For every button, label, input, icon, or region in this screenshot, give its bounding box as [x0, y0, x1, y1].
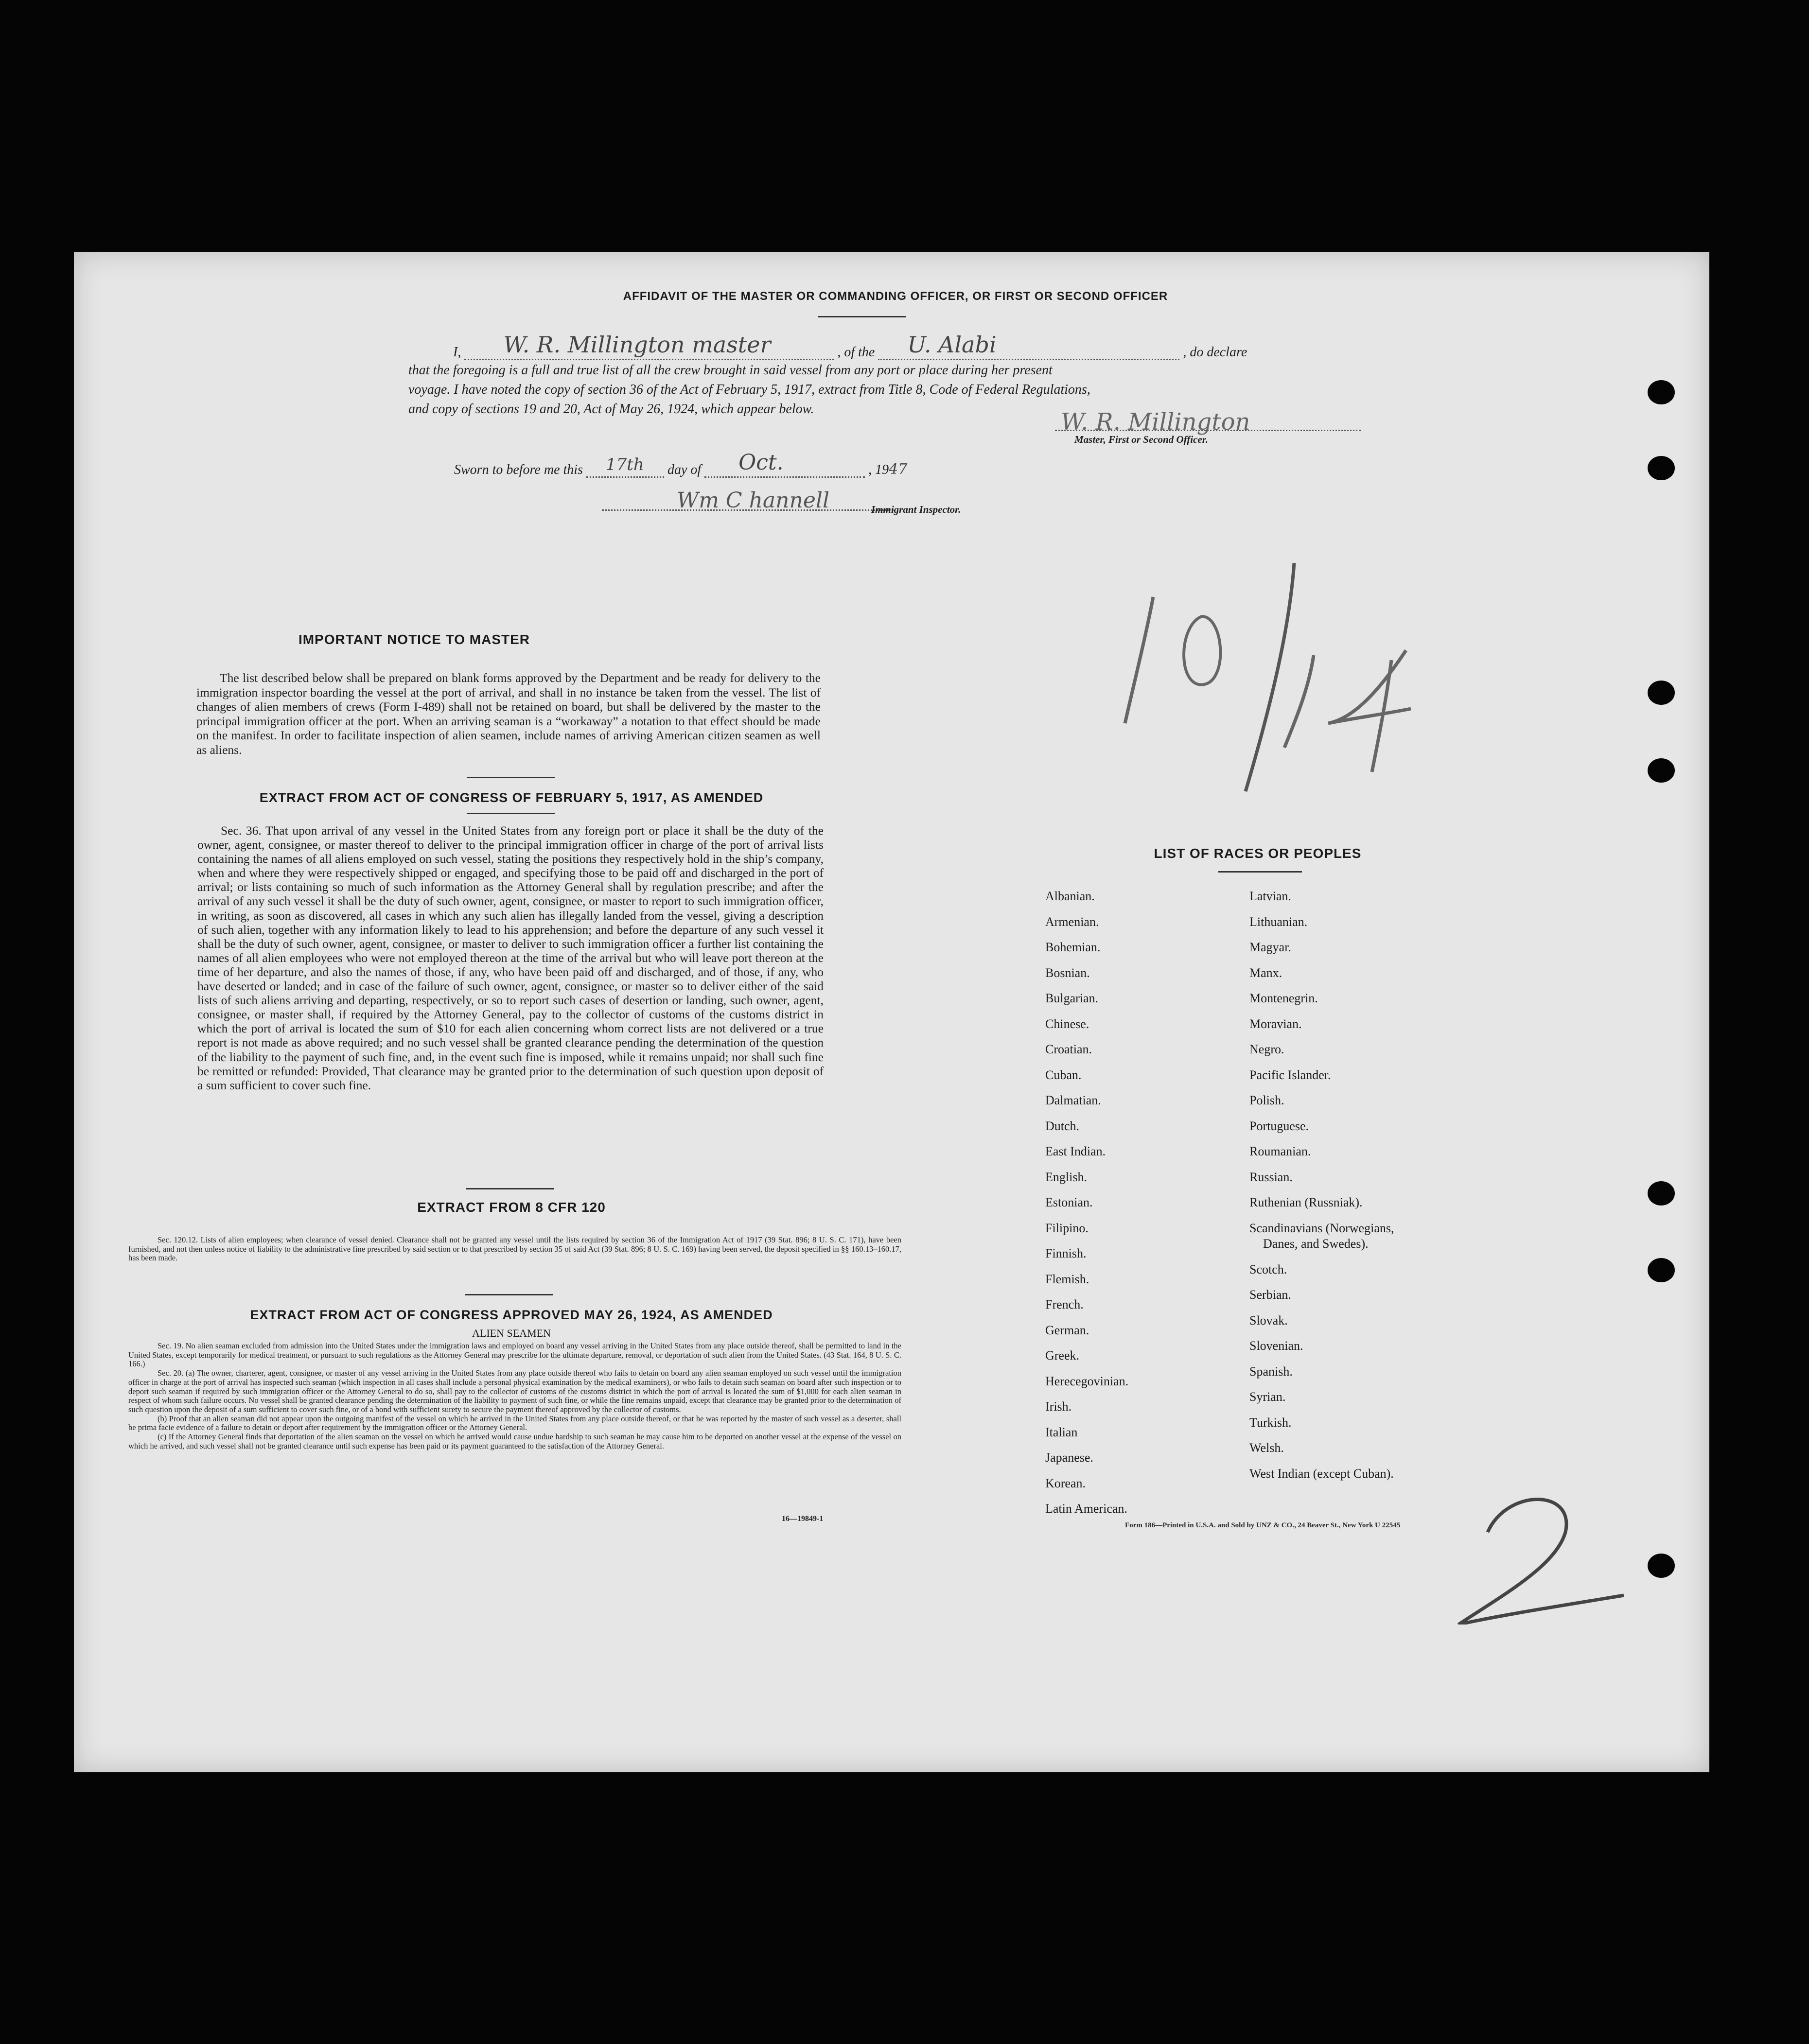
- race-item: Slovak.: [1249, 1313, 1288, 1328]
- race-item: Bohemian.: [1045, 940, 1101, 954]
- sworn-day-field: [586, 455, 664, 478]
- binder-hole: [1648, 681, 1675, 705]
- race-item: Filipino.: [1045, 1221, 1089, 1235]
- race-item: Roumanian.: [1249, 1144, 1311, 1158]
- page-number-strokes: [1444, 1469, 1629, 1625]
- master-name-field: [464, 332, 834, 360]
- sworn-month-field: [704, 450, 865, 478]
- day-of-label: day of: [667, 462, 702, 477]
- binder-hole: [1648, 1258, 1675, 1282]
- extract-1924-title: EXTRACT FROM ACT OF CONGRESS APPROVED MAY 26, 1924, AS AMENDED: [250, 1308, 773, 1322]
- race-item: Serbian.: [1249, 1288, 1291, 1302]
- races-title: LIST OF RACES OR PEOPLES: [1154, 846, 1362, 861]
- extract-cfr-divider: [465, 1294, 553, 1295]
- handwritten-date-mark: [1100, 563, 1440, 806]
- extract-1917-title: EXTRACT FROM ACT OF CONGRESS OF FEBRUARY 5, 1917, AS AMENDED: [259, 790, 764, 805]
- race-item: Slovenian.: [1249, 1339, 1303, 1353]
- notice-divider: [467, 777, 555, 778]
- sec20a-text: Sec. 20. (a) The owner, charterer, agent, consignee, or master of any vessel arriving in the United States from any place outside thereof who fails to detain on board any alien seaman employed on such vessel until the immigration officer in charge at the port of arrival has inspected such seaman (which inspection in all cases shall include a personal physical examination by the medical examiners), or who fails to detain such seaman on board after such inspection or to deport such seaman if required by such immigration officer or the Attorney General to do so, shall pay to the collector of customs of the customs district in which the port of arrival is located the sum of $1,000 for each alien seaman in respect of whom such failure occurs. No vessel shall be granted clearance pending the determination of the liability to payment of such fine, or while the fine remains unpaid, except that clearance may be granted prior to the determination of such question upon the deposit of a sum sufficient to cover such fine, or of a bond with sufficient surety to secure the payment thereof approved by the collector of customs.: [128, 1368, 901, 1414]
- race-item: Estonian.: [1045, 1195, 1093, 1209]
- race-item: Cuban.: [1045, 1067, 1082, 1082]
- race-item: French.: [1045, 1297, 1084, 1311]
- race-item: Chinese.: [1045, 1016, 1089, 1031]
- extract-1917-text: Sec. 36. That upon arrival of any vessel in the United States from any foreign port or place it shall be the duty of the owner, agent, consignee, or master thereof to deliver to the principal immigration officer in charge of the port of arrival lists containing the names of all aliens employed on such vessel, stating the positions they respectively hold in the ship’s company, when and where they were respectively shipped or engaged, and specifying those to be paid off and discharged in the port of arrival; or lists containing so much of such information as the Attorney General shall by regulation prescribe; and after the arrival of any such vessel it shall be the duty of such owner, agent, consignee, or master to report to such immigration officer, in writing, as soon as discovered, all cases in which any such alien has illegally landed from the vessel, giving a description of such alien, together with any information likely to lead to his apprehension; and before the departure of any such vessel it shall be the duty of such owner, agent, consignee, or master to deliver to such immigration officer a further list containing the names of all alien employees who were not employed thereon at the time of the arrival but who will leave port thereon at the time of her departure, and also the names of those, if any, who have been paid off and discharged, and of those, if any, who have deserted or landed; and in case of the failure of such owner, agent, consignee, or master so to deliver either of the said lists of such aliens arriving and departing, respectively, or so to report such cases of desertion or landing, such owner, agent, consignee, or master shall, if required by the Attorney General, pay to the collector of customs of the customs district in which the port of arrival is located the sum of $10 for each alien concerning whom correct lists are not delivered or a true report is not made as above required; and no such vessel shall be granted clearance pending the determination of the question of the liability to the payment of such fine, and, in the event such fine is imposed, while it remains unpaid; nor shall such fine be remitted or refunded: Provided, That clearance may be granted prior to the determination of such question upon deposit of a sum sufficient to cover such fine.: [197, 823, 824, 1092]
- year-prefix: , 19: [868, 462, 889, 477]
- race-item: Pacific Islander.: [1249, 1067, 1331, 1082]
- sec20b-text: (b) Proof that an alien seaman did not appear upon the outgoing manifest of the vessel on which he arrived in the United States from any place outside thereof, or that he was reported by the master of such vessel as a deserter, shall be prima facie evidence of a failure to detain or deport after requirement by the immigration officer or the Attorney General.: [128, 1414, 901, 1433]
- race-item: Moravian.: [1249, 1016, 1302, 1031]
- race-item: Scotch.: [1249, 1262, 1287, 1276]
- i-label: I,: [453, 345, 461, 360]
- affidavit-body-line-3: and copy of sections 19 and 20, Act of May 26, 1924, which appear below.: [408, 402, 814, 417]
- form-code: 16—19849-1: [782, 1515, 824, 1523]
- document-page: [74, 252, 1709, 1772]
- race-item: Flemish.: [1045, 1272, 1089, 1286]
- sworn-prefix: Sworn to before me this: [454, 462, 583, 477]
- extract-1924-subtitle: ALIEN SEAMEN: [472, 1327, 551, 1339]
- race-item: Montenegrin.: [1249, 991, 1318, 1005]
- master-signature-handwritten: W. R. Millington: [1061, 408, 1250, 436]
- extract-1917-divider: [467, 813, 555, 814]
- master-name-handwritten: W. R. Millington master: [503, 332, 771, 358]
- vessel-name-handwritten: U. Alabi: [907, 332, 997, 358]
- race-item: Korean.: [1045, 1476, 1086, 1490]
- race-item: Bosnian.: [1045, 965, 1090, 980]
- race-item: West Indian (except Cuban).: [1249, 1466, 1394, 1481]
- race-item: Herecegovinian.: [1045, 1374, 1129, 1388]
- year-handwritten: 47: [889, 461, 908, 478]
- notice-text: The list described below shall be prepared on blank forms approved by the Department and be ready for delivery to the immigration inspector boarding the vessel at the port of arrival, and shall in no instance be taken from the vessel. The list of changes of alien members of crews (Form I-489) shall not be retained on board, but shall be delivered by the master to the principal immigration officer at the port. When an arriving seaman is a “workaway” a notation to that effect should be made on the manifest. In order to facilitate inspection of alien seamen, include names of arriving American citizen seamen as well as aliens.: [196, 671, 821, 757]
- race-item: Lithuanian.: [1249, 914, 1308, 929]
- race-item: Finnish.: [1045, 1246, 1087, 1260]
- race-item: Magyar.: [1249, 940, 1291, 954]
- race-item: Latvian.: [1249, 889, 1291, 903]
- race-item: Turkish.: [1249, 1415, 1292, 1430]
- race-item: English.: [1045, 1170, 1087, 1184]
- notice-title: IMPORTANT NOTICE TO MASTER: [298, 632, 530, 647]
- race-item: Dalmatian.: [1045, 1093, 1101, 1107]
- race-item: Manx.: [1249, 965, 1282, 980]
- inspector-signature-handwritten: Wm C hannell: [677, 488, 830, 513]
- races-left-column: [1045, 884, 1128, 1522]
- binder-hole: [1648, 1181, 1675, 1205]
- extract-cfr-title: EXTRACT FROM 8 CFR 120: [417, 1200, 606, 1215]
- affidavit-title: AFFIDAVIT OF THE MASTER OR COMMANDING OFFICER, OR FIRST OR SECOND OFFICER: [623, 290, 1168, 303]
- race-item: Ruthenian (Russniak).: [1249, 1195, 1363, 1209]
- race-item: East Indian.: [1045, 1144, 1106, 1158]
- race-item: Greek.: [1045, 1348, 1080, 1363]
- extract-1917-end-divider: [466, 1188, 554, 1189]
- race-item: Scandinavians (Norwegians,: [1249, 1221, 1394, 1235]
- race-item: Latin American.: [1045, 1502, 1127, 1516]
- handwritten-page-number: [1444, 1469, 1629, 1625]
- affidavit-body-line-1: that the foregoing is a full and true list of all the crew brought in said vessel from any port or place during her present: [408, 363, 1053, 378]
- binder-hole: [1648, 456, 1675, 480]
- race-item: Albanian.: [1045, 889, 1095, 903]
- sec20c-text: (c) If the Attorney General finds that deportation of the alien seaman on the vessel on which he arrived would cause undue hardship to such seaman he may cause him to be deported on another vessel at the expense of the vessel on which he arrived, and such vessel shall not be granted clearance until such expense has been paid or its payment guaranteed to the satisfaction of the Attorney General.: [128, 1432, 901, 1450]
- race-item: Irish.: [1045, 1399, 1072, 1414]
- race-item: Spanish.: [1249, 1364, 1293, 1379]
- date-mark-strokes: [1100, 563, 1440, 806]
- affidavit-body-line-2: voyage. I have noted the copy of section 36 of the Act of February 5, 1917, extract from Title 8, Code of Federal Regulations,: [408, 382, 1090, 397]
- affidavit-declaration-line: [453, 332, 1391, 360]
- race-item: Syrian.: [1249, 1390, 1286, 1404]
- sworn-month-handwritten: Oct.: [738, 450, 784, 475]
- race-item: Portuguese.: [1249, 1118, 1309, 1133]
- race-item: Polish.: [1249, 1093, 1284, 1107]
- do-declare-label: , do declare: [1183, 345, 1247, 360]
- binder-hole: [1648, 1554, 1675, 1578]
- race-item: Croatian.: [1045, 1042, 1092, 1056]
- sworn-day-handwritten: 17th: [605, 455, 644, 474]
- race-item: Italian: [1045, 1425, 1078, 1439]
- sworn-line: [454, 450, 908, 478]
- races-footer: Form 186—Printed in U.S.A. and Sold by UNZ & CO., 24 Beaver St., New York U 22545: [1125, 1521, 1401, 1529]
- race-item: Armenian.: [1045, 914, 1099, 929]
- race-item: Danes, and Swedes).: [1263, 1237, 1369, 1251]
- vessel-name-field: [878, 332, 1179, 360]
- binder-hole: [1648, 758, 1675, 783]
- of-the-label: , of the: [837, 345, 875, 360]
- extract-cfr-text: Sec. 120.12. Lists of alien employees; when clearance of vessel denied. Clearance shall not be granted any vessel until the lists required by section 36 of the Immigration Act of 1917 (39 Stat. 896; 8 U. S. C. 171), have been furnished, and not then unless notice of liability to the administrative fine prescribed by said section or to that prescribed by section 35 of said Act (39 Stat. 896; 8 U. S. C. 169) having been served, the deposit specified in §§ 160.13–160.17, has been made.: [128, 1235, 901, 1262]
- inspector-signature-caption: Immigrant Inspector.: [871, 504, 961, 515]
- extract-1924-body: [128, 1342, 901, 1450]
- race-item: Negro.: [1249, 1042, 1284, 1056]
- races-divider: [1218, 871, 1302, 873]
- races-right-column: [1249, 884, 1394, 1486]
- race-item: Bulgarian.: [1045, 991, 1099, 1005]
- sec19-text: Sec. 19. No alien seaman excluded from admission into the United States under the immigration laws and employed on board any vessel arriving in the United States from any place outside thereof, shall be permitted to land in the United States, except temporarily for medical treatment, or pursuant to such regulations as the Attorney General may prescribe for the ultimate departure, removal, or deportation of such alien from the United States. (43 Stat. 164, 8 U. S. C. 166.): [128, 1341, 901, 1369]
- race-item: Japanese.: [1045, 1450, 1093, 1465]
- race-item: Russian.: [1249, 1170, 1293, 1184]
- binder-hole: [1648, 380, 1675, 404]
- race-item: German.: [1045, 1323, 1089, 1337]
- race-item: Dutch.: [1045, 1118, 1080, 1133]
- title-divider: [818, 316, 906, 317]
- master-signature-caption: Master, First or Second Officer.: [1074, 434, 1208, 445]
- race-item: Welsh.: [1249, 1441, 1284, 1455]
